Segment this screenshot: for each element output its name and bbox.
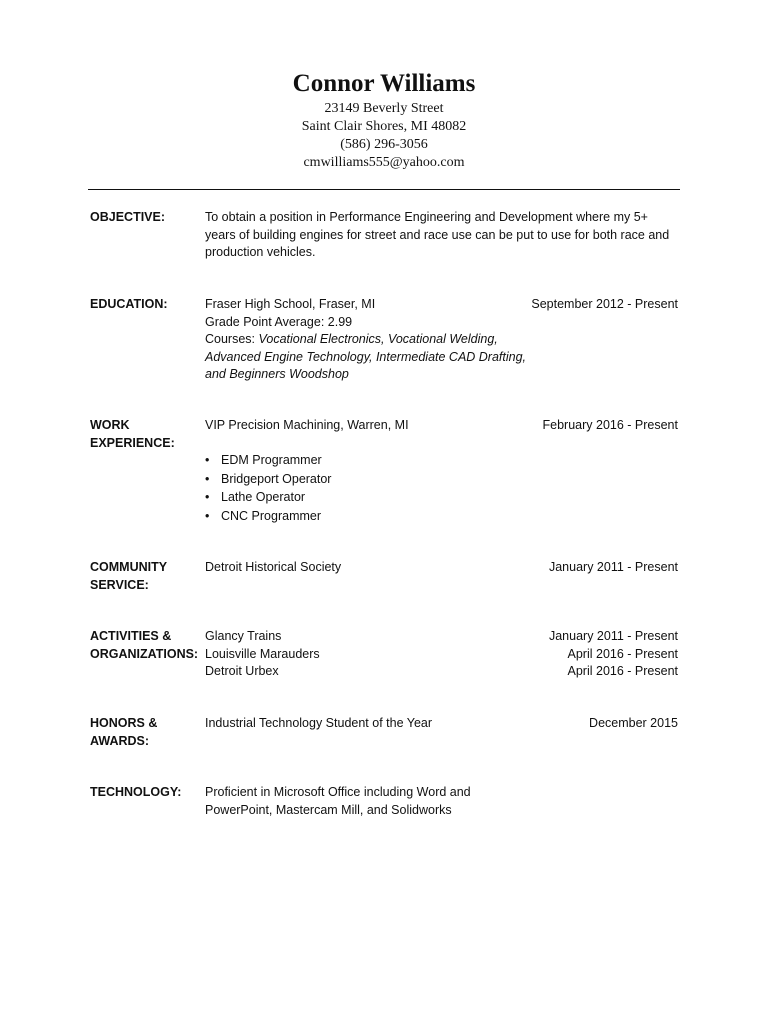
work-label-line: EXPERIENCE: bbox=[90, 435, 175, 450]
objective-line: years of building engines for street and race use can be put to use for both race and bbox=[205, 227, 670, 242]
education-date: September 2012 - Present bbox=[531, 297, 678, 311]
objective-line: production vehicles. bbox=[205, 245, 316, 259]
bullet-icon: • bbox=[205, 471, 210, 486]
honors-content bbox=[205, 715, 678, 733]
work-experience-content bbox=[205, 417, 678, 526]
community-label-line: SERVICE: bbox=[90, 577, 149, 592]
employer-name: VIP Precision Machining, Warren, MI bbox=[205, 418, 409, 432]
list-item bbox=[205, 663, 678, 681]
technology-label: TECHNOLOGY: bbox=[90, 785, 182, 799]
award-date: December 2015 bbox=[589, 716, 678, 730]
activities-content bbox=[205, 628, 678, 681]
honors-label-line: HONORS & bbox=[90, 716, 158, 730]
activity-name: Louisville Marauders bbox=[205, 646, 320, 661]
courses-line: Advanced Engine Technology, Intermediate CAD Drafting, bbox=[205, 349, 527, 364]
activity-date: April 2016 - Present bbox=[567, 664, 678, 678]
honors-label-line: AWARDS: bbox=[90, 733, 150, 748]
list-item bbox=[205, 508, 678, 527]
community-service-content bbox=[205, 559, 678, 577]
employer-row bbox=[205, 417, 678, 435]
technology-line: PowerPoint, Mastercam Mill, and Solidworks bbox=[205, 802, 452, 817]
bullet-icon: • bbox=[205, 508, 210, 523]
activity-date: April 2016 - Present bbox=[567, 646, 678, 661]
candidate-name: Connor Williams bbox=[292, 70, 476, 97]
technology-line: Proficient in Microsoft Office including Word and bbox=[205, 785, 471, 799]
activity-name: Glancy Trains bbox=[205, 629, 282, 643]
honors-label bbox=[90, 715, 200, 750]
award-name: Industrial Technology Student of the Year bbox=[205, 716, 433, 730]
duty-text: Bridgeport Operator bbox=[221, 471, 332, 486]
courses-label: Courses: bbox=[205, 332, 256, 346]
courses-line: Vocational Electronics, Vocational Welding, bbox=[258, 332, 498, 346]
courses-line: and Beginners Woodshop bbox=[205, 367, 349, 381]
courses-row bbox=[205, 331, 678, 349]
list-item bbox=[205, 646, 678, 664]
award-row bbox=[205, 715, 678, 733]
resume-header bbox=[0, 68, 768, 172]
education-content bbox=[205, 296, 678, 384]
school-name: Fraser High School, Fraser, MI bbox=[205, 297, 376, 311]
objective-text bbox=[205, 209, 678, 262]
duty-text: CNC Programmer bbox=[221, 508, 322, 523]
education-school-row bbox=[205, 296, 678, 314]
header-divider bbox=[88, 189, 680, 190]
duties-list bbox=[205, 452, 678, 526]
community-service-label bbox=[90, 559, 200, 594]
activity-name: Detroit Urbex bbox=[205, 664, 279, 678]
list-item bbox=[205, 452, 678, 471]
phone-number: (586) 296-3056 bbox=[340, 137, 428, 152]
bullet-icon: • bbox=[205, 453, 210, 467]
address-line-2: Saint Clair Shores, MI 48082 bbox=[301, 119, 467, 134]
email-address: cmwilliams555@yahoo.com bbox=[303, 155, 465, 170]
duty-text: EDM Programmer bbox=[221, 453, 322, 467]
list-item bbox=[205, 471, 678, 490]
objective-label: OBJECTIVE: bbox=[90, 210, 166, 224]
work-experience-label bbox=[90, 417, 200, 452]
technology-content bbox=[205, 784, 678, 819]
activities-label-line: ACTIVITIES & bbox=[90, 629, 172, 643]
activities-label bbox=[90, 628, 200, 663]
activities-label-line: ORGANIZATIONS: bbox=[90, 646, 199, 661]
community-date: January 2011 - Present bbox=[548, 560, 678, 574]
activity-date: January 2011 - Present bbox=[548, 629, 678, 643]
duty-text: Lathe Operator bbox=[221, 490, 306, 504]
address-line-1: 23149 Beverly Street bbox=[324, 101, 444, 116]
objective-line: To obtain a position in Performance Engineering and Development where my 5+ bbox=[205, 210, 648, 224]
list-item bbox=[205, 628, 678, 646]
community-org: Detroit Historical Society bbox=[205, 560, 342, 574]
work-date: February 2016 - Present bbox=[542, 418, 678, 432]
bullet-icon: • bbox=[205, 490, 210, 504]
community-row bbox=[205, 559, 678, 577]
list-item bbox=[205, 489, 678, 508]
gpa: Grade Point Average: 2.99 bbox=[205, 314, 353, 329]
work-label-line: WORK bbox=[90, 418, 130, 432]
community-label-line: COMMUNITY bbox=[90, 560, 168, 574]
education-label: EDUCATION: bbox=[90, 297, 168, 311]
